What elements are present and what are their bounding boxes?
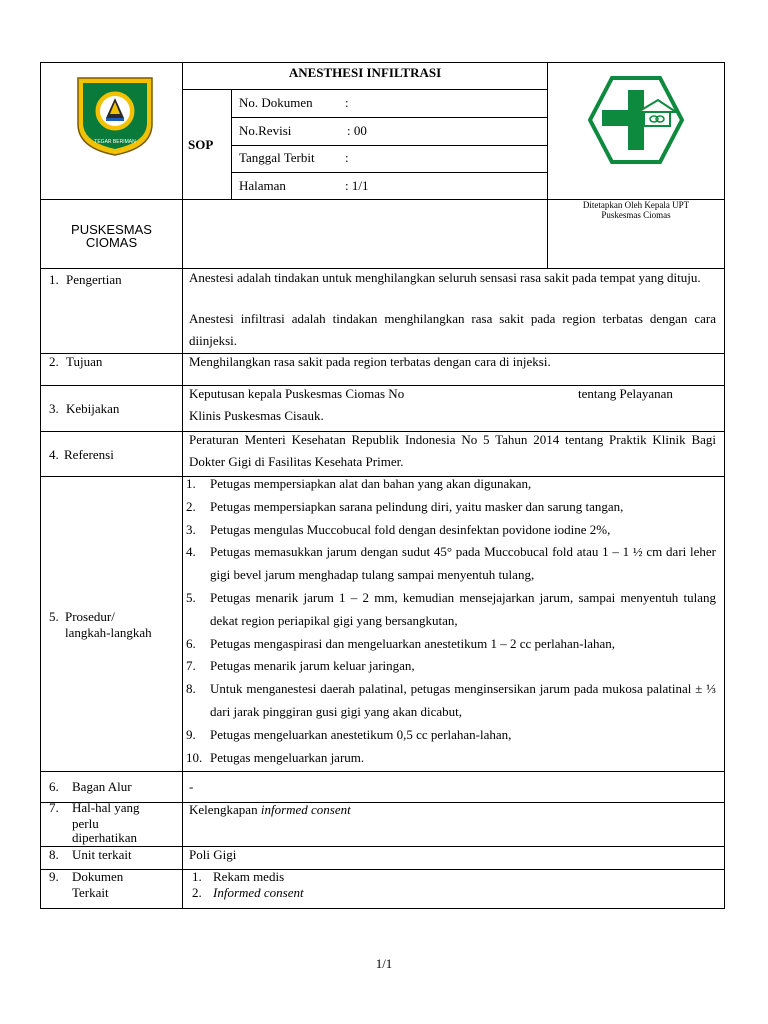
hal-hal-text xyxy=(189,799,351,821)
section-kebijakan-label: Kebijakan xyxy=(66,401,120,416)
org-name-line2: CIOMAS xyxy=(85,235,138,250)
step-text: Petugas menarik jarum keluar jaringan, xyxy=(210,658,415,674)
section-hal-hal-label-3: diperhatikan xyxy=(72,830,137,845)
step-text: Petugas mempersiapkan sarana pelindung diri, yaitu masker dan sarung tangan, xyxy=(210,498,624,514)
dokumen-item-1-number: 1. xyxy=(192,869,202,884)
step-number: 9. xyxy=(186,726,196,742)
dokumen-item-2-text: Informed consent xyxy=(213,885,304,900)
section-hal-hal-label-2: perlu xyxy=(72,816,99,831)
section-dokumen-terkait-label-2: Terkait xyxy=(72,885,109,900)
referensi-text: Peraturan Menteri Kesehatan Republik Indonesia No 5 Tahun 2014 tentang Praktik Klinik Bagi Dokter Gigi di Fasilitas Kesehata Primer. xyxy=(189,432,716,469)
step-number: 5. xyxy=(186,589,196,605)
kebijakan-line1-start: Keputusan kepala Puskesmas Ciomas No xyxy=(189,386,405,401)
regency-logo-motto: TEGAR BERIMAN xyxy=(94,139,136,145)
page-number: 1/1 xyxy=(375,956,393,971)
section-prosedur-number: 5. xyxy=(49,609,59,624)
procedure-step xyxy=(186,724,716,747)
section-hal-hal-number: 7. xyxy=(49,800,59,815)
pengertian-paragraph-1: Anestesi adalah tindakan untuk menghilangkan seluruh sensasi rasa sakit pada tempat yang dituju. xyxy=(189,270,701,285)
section-tujuan-number: 2. xyxy=(49,354,59,369)
puskesmas-logo xyxy=(588,76,684,164)
section-tujuan-label: Tujuan xyxy=(66,354,103,369)
sop-label: SOP xyxy=(188,137,214,152)
procedure-steps-list xyxy=(186,473,716,769)
hal-hal-text-plain: Kelengkapan xyxy=(189,802,261,817)
section-referensi-number: 4. xyxy=(49,447,59,462)
step-text: Petugas mengeluarkan jarum. xyxy=(210,749,365,765)
step-number: 8. xyxy=(186,681,196,697)
section-prosedur-label-2: langkah-langkah xyxy=(65,625,152,640)
kebijakan-line2: Klinis Puskesmas Cisauk. xyxy=(189,408,324,423)
document-title: ANESTHESI INFILTRASI xyxy=(288,65,442,80)
step-number: 4. xyxy=(186,544,196,560)
section-bagan-alur-number: 6. xyxy=(49,779,59,794)
step-text: Petugas mengulas Muccobucal fold dengan desinfektan povidone iodine 2%, xyxy=(210,521,611,537)
procedure-step xyxy=(186,473,716,496)
step-number: 3. xyxy=(186,521,196,537)
kebijakan-line1-end: tentang Pelayanan xyxy=(578,386,673,401)
pengertian-paragraph-2: Anestesi infiltrasi adalah tindakan menghilangkan rasa sakit pada region terbatas dengan cara diinjeksi. xyxy=(189,311,716,348)
section-unit-terkait-label: Unit terkait xyxy=(72,847,132,862)
procedure-step xyxy=(186,496,716,519)
step-text: Petugas memasukkan jarum dengan sudut 45° pada Muccobucal fold atau 1 – 1 ½ cm dari leher gigi bevel jarum menghadap tulang sampai menyentuh tulang, xyxy=(210,544,716,583)
procedure-step xyxy=(186,587,716,633)
unit-terkait-text: Poli Gigi xyxy=(189,847,237,862)
section-pengertian-number: 1. xyxy=(49,272,59,287)
procedure-step xyxy=(186,747,716,770)
field-tanggal-terbit-label: Tanggal Terbit xyxy=(239,150,315,165)
section-dokumen-terkait-label-1: Dokumen xyxy=(72,869,124,884)
hal-hal-text-italic: informed consent xyxy=(260,802,351,817)
section-referensi-label: Referensi xyxy=(64,447,114,462)
procedure-step xyxy=(186,633,716,656)
section-bagan-alur-label: Bagan Alur xyxy=(72,779,132,794)
section-dokumen-terkait-number: 9. xyxy=(49,869,59,884)
dokumen-item-2-number: 2. xyxy=(192,885,202,900)
tujuan-text: Menghilangkan rasa sakit pada region terbatas dengan cara di injeksi. xyxy=(189,354,551,369)
field-halaman-label: Halaman xyxy=(239,178,286,193)
dokumen-item-1-text: Rekam medis xyxy=(213,869,285,884)
section-unit-terkait-number: 8. xyxy=(49,847,59,862)
bagan-alur-text: - xyxy=(189,779,194,794)
step-text: Untuk menganestesi daerah palatinal, petugas menginsersikan jarum pada mukosa palatinal ± ⅓ dari jarak pinggiran gusi gigi yang akan dicabut, xyxy=(210,681,716,719)
step-number: 7. xyxy=(186,658,196,674)
field-no-dokumen-label: No. Dokumen xyxy=(239,95,313,110)
section-kebijakan-number: 3. xyxy=(49,401,59,416)
field-no-revisi-label: No.Revisi xyxy=(239,123,292,138)
procedure-step xyxy=(186,519,716,542)
org-name-line1: PUSKESMAS xyxy=(71,222,152,237)
procedure-step xyxy=(186,678,716,724)
step-number: 6. xyxy=(186,635,196,651)
section-hal-hal-label-1: Hal-hal yang xyxy=(72,800,140,815)
field-halaman-value: : 1/1 xyxy=(345,178,369,193)
procedure-step xyxy=(186,541,716,587)
step-number: 1. xyxy=(186,476,196,491)
section-pengertian-label: Pengertian xyxy=(66,272,122,287)
approval-line2: Puskesmas Ciomas xyxy=(601,210,671,220)
approval-line1: Ditetapkan Oleh Kepala UPT xyxy=(582,200,690,210)
field-no-revisi-value: : 00 xyxy=(347,123,367,138)
field-no-dokumen-value: : xyxy=(345,95,349,110)
step-text: Petugas mengeluarkan anestetikum 0,5 cc perlahan-lahan, xyxy=(210,726,512,742)
field-tanggal-terbit-value: : xyxy=(345,150,349,165)
step-number: 2. xyxy=(186,498,196,514)
procedure-step xyxy=(186,655,716,678)
step-text: Petugas mempersiapkan alat dan bahan yang akan digunakan, xyxy=(210,476,532,491)
step-text: Petugas mengaspirasi dan mengeluarkan anestetikum 1 – 2 cc perlahan-lahan, xyxy=(210,635,616,651)
step-text: Petugas menarik jarum 1 – 2 mm, kemudian mensejajarkan jarum, sampai menyentuh tulang dekat region periapikal gigi yang bersangkutan, xyxy=(210,589,716,628)
section-prosedur-label-1: Prosedur/ xyxy=(65,609,115,624)
step-number: 10. xyxy=(186,749,203,765)
